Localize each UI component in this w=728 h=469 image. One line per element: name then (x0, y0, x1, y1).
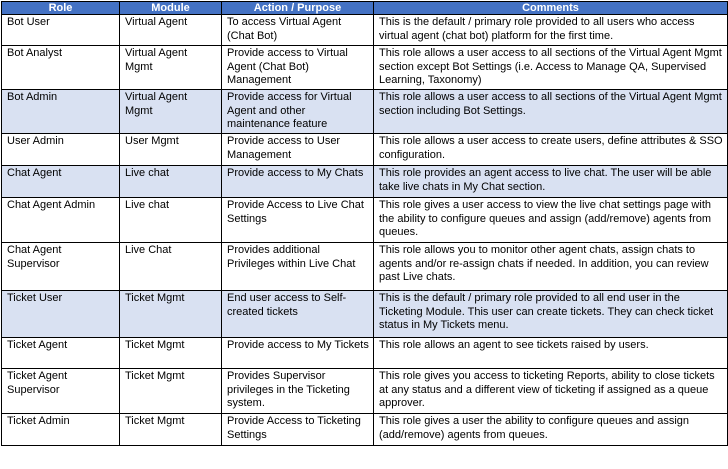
comments-cell: This role allows a user access to create users, define attributes & SSO configuration. (374, 134, 728, 166)
comments-cell: This role allows you to monitor other agent chats, assign chats to agents and/or re-assign chats if needed. In addition, you can review past Live chats. (374, 243, 728, 291)
header-comments: Comments (374, 2, 728, 15)
table-row (2, 46, 728, 90)
role-cell: Ticket Agent Supervisor (2, 369, 120, 414)
module-cell: Virtual Agent (120, 15, 222, 46)
role-cell: Bot Analyst (2, 46, 120, 90)
role-cell: Bot Admin (2, 90, 120, 134)
module-cell: Live chat (120, 166, 222, 198)
comments-cell: This is the default / primary role provided to all end user in the Ticketing Module. This user can create tickets. They can check ticket status in My Tickets menu. (374, 291, 728, 338)
module-cell: Virtual Agent Mgmt (120, 46, 222, 90)
module-cell: User Mgmt (120, 134, 222, 166)
action-cell: Provides Supervisor privileges in the Ticketing system. (222, 369, 374, 414)
comments-cell: This role allows a user access to all sections of the Virtual Agent Mgmt section except Bot Settings (i.e. Access to Manage QA, Supervised Learning, Taxonomy) (374, 46, 728, 90)
role-cell: Chat Agent Admin (2, 198, 120, 243)
header-row (2, 2, 728, 15)
table-row (2, 243, 728, 291)
table-row (2, 166, 728, 198)
action-cell: Provide access to My Tickets (222, 338, 374, 369)
table-row (2, 291, 728, 338)
role-cell: Ticket Agent (2, 338, 120, 369)
table-row (2, 15, 728, 46)
role-cell: Bot User (2, 15, 120, 46)
header-role: Role (2, 2, 120, 15)
header-module: Module (120, 2, 222, 15)
role-cell: Chat Agent Supervisor (2, 243, 120, 291)
table-row (2, 134, 728, 166)
roles-table (1, 1, 728, 446)
table-row (2, 198, 728, 243)
comments-cell: This role provides an agent access to live chat. The user will be able take live chats in My Chat section. (374, 166, 728, 198)
module-cell: Ticket Mgmt (120, 414, 222, 446)
table-row (2, 90, 728, 134)
action-cell: Provide Access to Live Chat Settings (222, 198, 374, 243)
table-row (2, 338, 728, 369)
action-cell: Provide access to User Management (222, 134, 374, 166)
role-cell: Chat Agent (2, 166, 120, 198)
table-row (2, 414, 728, 446)
comments-cell: This role gives a user access to view the live chat settings page with the ability to configure queues and assign (add/remove) agents from queues. (374, 198, 728, 243)
action-cell: Provide access to Virtual Agent (Chat Bot) Management (222, 46, 374, 90)
role-cell: Ticket Admin (2, 414, 120, 446)
role-cell: Ticket User (2, 291, 120, 338)
comments-cell: This role allows an agent to see tickets raised by users. (374, 338, 728, 369)
action-cell: Provides additional Privileges within Live Chat (222, 243, 374, 291)
module-cell: Ticket Mgmt (120, 291, 222, 338)
module-cell: Virtual Agent Mgmt (120, 90, 222, 134)
module-cell: Live Chat (120, 243, 222, 291)
action-cell: End user access to Self-created tickets (222, 291, 374, 338)
action-cell: To access Virtual Agent (Chat Bot) (222, 15, 374, 46)
action-cell: Provide Access to Ticketing Settings (222, 414, 374, 446)
table-row (2, 369, 728, 414)
comments-cell: This role gives a user the ability to configure queues and assign (add/remove) agents from queues. (374, 414, 728, 446)
module-cell: Live chat (120, 198, 222, 243)
header-action-purpose: Action / Purpose (222, 2, 374, 15)
module-cell: Ticket Mgmt (120, 338, 222, 369)
comments-cell: This is the default / primary role provided to all users who access virtual agent (chat bot) platform for the first time. (374, 15, 728, 46)
action-cell: Provide access for Virtual Agent and other maintenance feature (222, 90, 374, 134)
role-cell: User Admin (2, 134, 120, 166)
comments-cell: This role gives you access to ticketing Reports, ability to close tickets at any status and a different view of ticketing if assigned as a queue approver. (374, 369, 728, 414)
module-cell: Ticket Mgmt (120, 369, 222, 414)
comments-cell: This role allows a user access to all sections of the Virtual Agent Mgmt section including Bot Settings. (374, 90, 728, 134)
action-cell: Provide access to My Chats (222, 166, 374, 198)
